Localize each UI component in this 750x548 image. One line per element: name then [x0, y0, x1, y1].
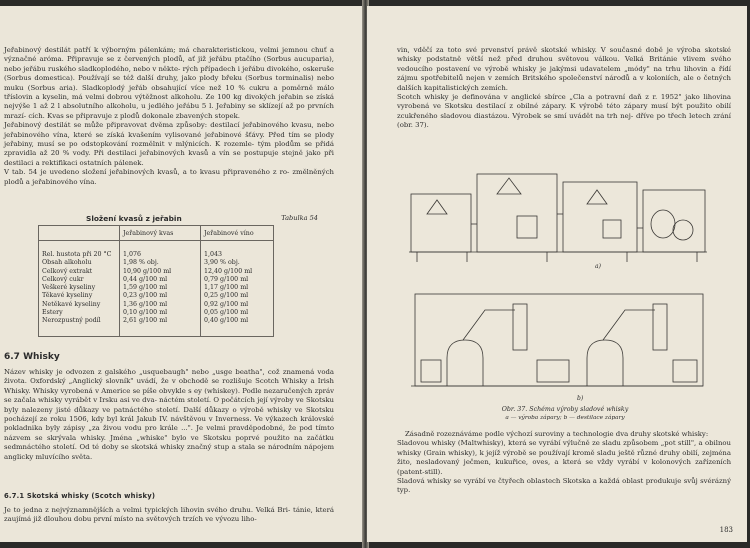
intro-paragraph: Jeřabinový destilát patří k výborným pálenkám; má charakteristickou, velmi jemnou chuť a význačné aróma. Připravuje se z červených plodů, ať již jeřábu ptačího (Sorbus aucuparia), nebo jeřábu ruského sladkoplodého, nebo v někte- rých případech i jeřábu divokého, oskeruše (Sorbus domestica). Používají se též další druhy, jako plody břeku (Sorbus torminalis) nebo muku (Sorbus aria). Sladkoplodý jeřáb obsahující více než 10 % cukru a poměrně málo tříslovin a kyselin, má velmi dobrou výtěžnost alkoholu. Ze 100 kg divokých jeřabin se získá nejvýše 1 až 2 l absolutního alkoholu, u jedlého jeřábu 5 l. Jeřabiny se sklízejí až po prvních mrazí- cích. Kvas se připravuje z plodů dokonale zbavených stopek. Jeřabinový destilát se může připravovat dvěma způsoby: destilací jeřabinového kvasu, nebo jeřabinového vína, které se získá kvašením vylisované jeřabinové šťávy. Před tím se plody jeřabiny, musí se po odstopkování rozmělnit v mlýnicích. K rozemle- tým plodům se přidá zpravidla až 20 % vody. Při destilaci jeřabinových kvasů a vín se postupuje stejně jako při destilaci a rektifikaci ostatních pálenek. V tab. 54 je uvedeno složení jeřabinových kvasů, a to kvasu připraveného z ro- změlněných plodů a jeřabinového vína.: [4, 46, 334, 186]
scotch-paragraph: Je to jedna z nejvýznamnějších a velmi typických lihovin svého druhu. Velká Bri- tánie, která zaujímá již dlouhou dobu první místo na světových trzích ve vývozu liho-: [4, 506, 334, 524]
table-number: Tabulka 54: [281, 214, 318, 222]
table-header-cell: Jeřabinový kvas: [120, 226, 201, 241]
whisky-process-figure: [407, 154, 713, 404]
figure-b-distillery: [411, 294, 703, 386]
table-header-cell: [39, 226, 120, 241]
caption-sub: a — výroba zápary; b — destilace zápary: [505, 415, 625, 421]
table-col-labels: Rel. hustota při 20 °C Obsah alkoholu Celkový extrakt Celkový cukr Veškeré kyseliny Těkavé kyseliny Netěkavé kyseliny Estery Nerozpustný podíl: [39, 241, 120, 337]
left-page: [0, 6, 364, 542]
table-header-cell: Jeřabinové víno: [201, 226, 274, 241]
figure-label-b: b): [577, 395, 584, 402]
right-page: [367, 6, 747, 542]
table-title: Složení kvasů z jeřabin: [86, 214, 182, 223]
figure-label-a: a): [595, 263, 601, 270]
figure-caption: [475, 406, 655, 422]
whisky-paragraph: Název whisky je odvozen z galského „usquebaugh" nebo „usge beatha", což znamená voda života. Oxfordský „Anglický slovník" uvádí, že v obchodě se rozlišuje Scotch Whisky a Irish Whisky. Whisky vyrobená v Americe se píše obvykle s ey (whiskey). Podle nezaručených zpráv se začala whisky vyrábět v Irsku asi ve dva- náctém století. O počátcích její výroby ve Skotsku byly nalezeny jisté důkazy ve patnáctého století. Další důkazy o výrobě whisky ve Skotsku pocházejí ze roku 1506, kdy byl král Jakub IV. návštěvou v Inverness. Ve výkazech královské pokladnika byly zápisy „za živou vodu pro krále ...". Je velmi pravděpodobné, že pod tímto názvem se skrývala whisky. Jména „whiske" bylo ve Skotsku poprvé použito na začátku sedmnáctého století. Od té doby se skotská whisky značný stup a stala se národním nápojem anglicky mluvícího světa.: [4, 368, 334, 461]
right-bottom-paragraph: Zásadně rozeznáváme podle výchozí suroviny a technologie dva druhy skotské whisky: Sladovou whisky (Maltwhisky), která se vyrábí výlučně ze sladu způsobem „pot still", a obilnou whisky (Grain whisky), k jejíž výrobě se používají kromě sladu ještě různé druhy obilí, zejména žito, nesladovaný ječmen, kukuřice, oves, a která se vždy vyrábí v kolonových zařízeních (patent-still). Sladová whisky se vyrábí ve čtyřech oblastech Skotska a každá oblast produkuje svůj svérázný typ.: [397, 430, 732, 495]
table-header-row: [39, 226, 274, 241]
section-heading: 6.7 Whisky: [4, 352, 60, 362]
figure-a-mashing-plant: [409, 174, 707, 262]
table-body: [39, 241, 274, 337]
table-col-kvas: 1,076 1,98 % obj. 10,90 g/100 ml 0,44 g/100 ml 1,59 g/100 ml 0,23 g/100 ml 1,36 g/100 ml 0,10 g/100 ml 2,61 g/100 ml: [120, 241, 201, 337]
caption-main: Obr. 37. Schéma výroby sladové whisky: [501, 406, 629, 413]
subsection-heading: 6.7.1 Skotská whisky (Scotch whisky): [4, 492, 156, 500]
page-number: 183: [719, 526, 733, 534]
composition-table: [38, 225, 274, 337]
table-col-vino: 1,043 3,90 % obj. 12,40 g/100 ml 0,79 g/100 ml 1,17 g/100 ml 0,25 g/100 ml 0,92 g/100 ml 0,05 g/100 ml 0,40 g/100 ml: [204, 251, 253, 325]
right-top-paragraph: vin, vděčí za toto své prvenství právě skotské whisky. V současné době je výroba skotské whisky podstatně větší než před druhou světovou válkou. Velká Británie vlivem svého vedoucího postavení ve výrobě whisky je jakýmsi udavatelem „módy" na trhu lihovin a řídí zájmu spotřebitelů nejen v zemích Britského společenství národů a v koloniích, ale o četných dalších kapitalistických zemích. Scotch whisky je definována v anglické sbírce „Cla a potravní daň z r. 1952" jako lihovina vyrobená ve Skotsku destilací z obilné zápary. K výrobě této zápary musí být použito obilí zcukřeného sladovou diastázou. Výrobek se smí uvádět na trh nej- dříve po třech letech zrání (obr. 37).: [397, 46, 731, 130]
table-caption: [86, 214, 318, 223]
